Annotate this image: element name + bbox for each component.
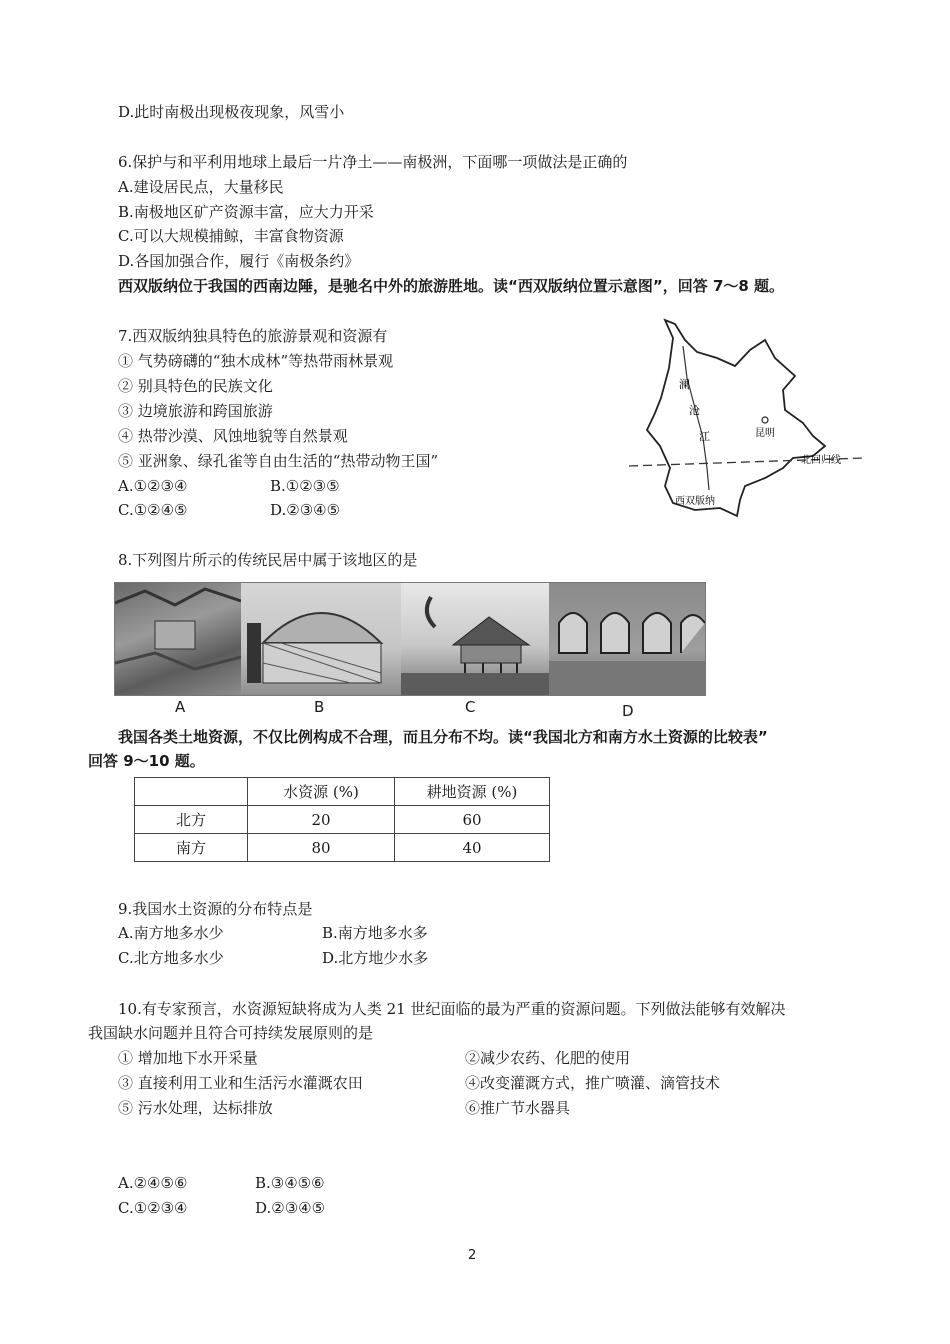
q10-item-4: ④改变灌溉方式，推广喷灌、滴管技术: [465, 1074, 721, 1092]
q7-item-4: ④ 热带沙漠、风蚀地貌等自然景观: [118, 427, 348, 445]
kunming-label: 昆明: [755, 428, 775, 439]
q10-question-line-1: 10.有专家预言，水资源短缺将成为人类 21 世纪面临的最为严重的资源问题。下列做法能够有效解决: [118, 1000, 786, 1018]
q7-item-1: ① 气势磅礴的“独木成林”等热带雨林景观: [118, 352, 394, 370]
photo-label-d: D: [622, 702, 634, 720]
q7-item-5: ⑤ 亚洲象、绿孔雀等自由生活的“热带动物王国”: [118, 452, 439, 470]
q7-option-b: B.①②③⑤: [270, 477, 340, 495]
intro-9-10-line-1: 我国各类土地资源，不仅比例构成不合理，而且分布不均。读“我国北方和南方水土资源的比较表”: [118, 728, 768, 746]
dwelling-photo-strip: [114, 582, 706, 696]
q10-item-3: ③ 直接利用工业和生活污水灌溉农田: [118, 1074, 363, 1092]
river-char-1: 澜: [679, 378, 690, 391]
river-char-3: 江: [699, 430, 710, 443]
q7-question: 7.西双版纳独具特色的旅游景观和资源有: [118, 327, 388, 345]
q10-option-d: D.②③④⑤: [255, 1199, 326, 1217]
page-number: 2: [468, 1248, 477, 1263]
q7-option-c: C.①②④⑤: [118, 501, 188, 519]
q10-question-line-2: 我国缺水问题并且符合可持续发展原则的是: [88, 1024, 374, 1042]
q7-option-a: A.①②③④: [118, 477, 188, 495]
photo-label-c: C: [465, 698, 476, 716]
table-cell: 80: [248, 834, 395, 862]
table-header-cell: [135, 778, 248, 806]
q9-option-d: D.北方地少水多: [322, 949, 429, 967]
kunming-dot: [762, 417, 768, 423]
q9-option-a: A.南方地多水少: [118, 924, 224, 942]
intro-9-10-line-2: 回答 9～10 题。: [88, 752, 205, 770]
q10-item-2: ②减少农药、化肥的使用: [465, 1049, 631, 1067]
q10-item-6: ⑥推广节水器具: [465, 1099, 571, 1117]
table-cell: 南方: [135, 834, 248, 862]
q8-question: 8.下列图片所示的传统民居中属于该地区的是: [118, 551, 418, 569]
lancang-river-line: [683, 346, 709, 490]
q10-item-5: ⑤ 污水处理，达标排放: [118, 1099, 273, 1117]
table-header-cell: 耕地资源 (%): [395, 778, 550, 806]
table-row: [135, 834, 550, 862]
q9-option-c: C.北方地多水少: [118, 949, 224, 967]
table-cell: 20: [248, 806, 395, 834]
photo-a-courtyard-houses: [115, 583, 241, 695]
intro-7-8: 西双版纳位于我国的西南边陲，是驰名中外的旅游胜地。读“西双版纳位置示意图”，回答 7～8 题。: [118, 277, 785, 295]
photo-label-b: B: [314, 698, 325, 716]
tropic-label: 北回归线: [801, 455, 841, 466]
photo-label-a: A: [175, 698, 186, 716]
q6-option-a: A.建设居民点，大量移民: [118, 178, 284, 196]
photo-b-yurt: [241, 583, 401, 695]
q6-option-d: D.各国加强合作，履行《南极条约》: [118, 252, 360, 270]
table-cell: 北方: [135, 806, 248, 834]
photo-d-cave-dwelling: [549, 583, 705, 695]
xishuangbanna-label: 西双版纳: [675, 496, 715, 507]
table-cell: 60: [395, 806, 550, 834]
q10-item-1: ① 增加地下水开采量: [118, 1049, 258, 1067]
q10-option-b: B.③④⑤⑥: [255, 1174, 325, 1192]
q5-option-d: D.此时南极出现极夜现象，风雪小: [118, 103, 345, 121]
q7-item-3: ③ 边境旅游和跨国旅游: [118, 402, 273, 420]
yunnan-outline: [647, 320, 825, 516]
photo-c-stilt-house: [401, 583, 549, 695]
table-header-row: [135, 778, 550, 806]
q10-option-a: A.②④⑤⑥: [118, 1174, 188, 1192]
q9-option-b: B.南方地多水多: [322, 924, 428, 942]
table-row: [135, 806, 550, 834]
q6-question: 6.保护与和平利用地球上最后一片净土——南极洲，下面哪一项做法是正确的: [118, 153, 628, 171]
q7-option-d: D.②③④⑤: [270, 501, 341, 519]
river-char-2: 沧: [689, 404, 700, 417]
table-cell: 40: [395, 834, 550, 862]
q7-item-2: ② 别具特色的民族文化: [118, 377, 273, 395]
table-header-cell: 水资源 (%): [248, 778, 395, 806]
q9-question: 9.我国水土资源的分布特点是: [118, 900, 313, 918]
water-land-comparison-table: [134, 777, 550, 862]
xishuangbanna-location-map: [625, 318, 870, 523]
q10-option-c: C.①②③④: [118, 1199, 188, 1217]
q6-option-c: C.可以大规模捕鲸，丰富食物资源: [118, 227, 344, 245]
q6-option-b: B.南极地区矿产资源丰富，应大力开采: [118, 203, 374, 221]
